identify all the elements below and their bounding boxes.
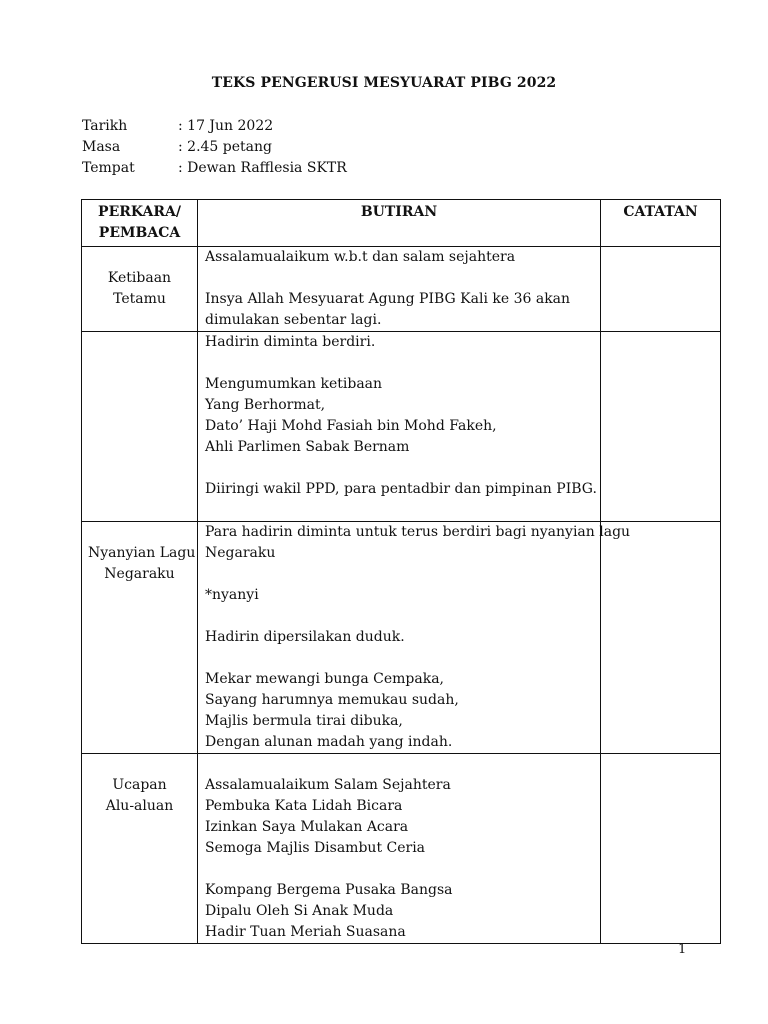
header-butiran xyxy=(198,200,601,247)
header-perkara-line-2: PEMBACA xyxy=(98,225,181,241)
butiran-line: Hadir Tuan Meriah Suasana xyxy=(205,924,406,940)
meta-label: Tarikh xyxy=(82,118,128,134)
cell-catatan xyxy=(601,332,721,522)
butiran-line: Hadirin diminta berdiri. xyxy=(205,334,376,350)
agenda-body xyxy=(82,247,721,944)
butiran-line: Dipalu Oleh Si Anak Muda xyxy=(205,903,394,919)
meta-row-time xyxy=(82,137,347,158)
butiran-line: Insya Allah Mesyuarat Agung PIBG Kali ke 36 akan xyxy=(205,291,571,307)
perkara-line: Negaraku xyxy=(104,566,175,582)
meta-row-place xyxy=(82,158,347,179)
header-catatan-label: CATATAN xyxy=(623,204,698,220)
butiran-line: dimulakan sebentar lagi. xyxy=(205,312,382,328)
cell-catatan xyxy=(601,754,721,944)
butiran-line: Mengumumkan ketibaan xyxy=(205,376,383,392)
table-row xyxy=(82,247,721,332)
header-perkara-line-1: PERKARA/ xyxy=(98,204,181,220)
butiran-line: Sayang harumnya memukau sudah, xyxy=(205,692,459,708)
header-perkara xyxy=(82,200,198,247)
perkara-line: Tetamu xyxy=(113,291,166,307)
perkara-line: Ketibaan xyxy=(107,270,172,286)
butiran-line: Dengan alunan madah yang indah. xyxy=(205,734,453,750)
cell-butiran xyxy=(198,522,631,754)
butiran-line: Hadirin dipersilakan duduk. xyxy=(205,629,405,645)
perkara-line: Ucapan xyxy=(112,777,167,793)
perkara-line xyxy=(88,754,191,775)
butiran-line: Kompang Bergema Pusaka Bangsa xyxy=(205,882,453,898)
butiran-line: Majlis bermula tirai dibuka, xyxy=(205,713,403,729)
agenda-table xyxy=(81,199,721,944)
perkara-line: Nyanyian Lagu xyxy=(88,545,196,561)
butiran-line xyxy=(205,754,594,775)
cell-butiran xyxy=(198,247,601,332)
butiran-line: Pembuka Kata Lidah Bicara xyxy=(205,798,403,814)
butiran-line: Yang Berhormat, xyxy=(205,397,326,413)
butiran-line xyxy=(205,458,594,479)
butiran-line: *nyanyi xyxy=(205,587,259,603)
perkara-line: Alu-aluan xyxy=(105,798,174,814)
document-title: TEKS PENGERUSI MESYUARAT PIBG 2022 xyxy=(211,75,557,91)
cell-butiran xyxy=(198,332,601,522)
meta-value: : 17 Jun 2022 xyxy=(178,118,274,134)
table-row xyxy=(82,522,721,754)
butiran-line xyxy=(205,268,594,289)
butiran-line: Assalamualaikum w.b.t dan salam sejahtera xyxy=(205,249,516,265)
table-row xyxy=(82,332,721,522)
cell-butiran xyxy=(198,754,601,944)
cell-perkara xyxy=(82,522,198,754)
cell-perkara xyxy=(82,754,198,944)
perkara-line xyxy=(88,247,191,268)
butiran-line: Izinkan Saya Mulakan Acara xyxy=(205,819,409,835)
butiran-line xyxy=(205,648,594,669)
butiran-line: Para hadirin diminta untuk terus berdiri bagi nyanyian lagu xyxy=(205,524,631,540)
cell-perkara xyxy=(82,332,198,522)
cell-catatan xyxy=(601,247,721,332)
butiran-line xyxy=(205,564,594,585)
meta-value: : Dewan Rafflesia SKTR xyxy=(178,160,347,176)
butiran-line xyxy=(205,353,594,374)
butiran-line: Semoga Majlis Disambut Ceria xyxy=(205,840,426,856)
butiran-line xyxy=(205,859,594,880)
butiran-line: Diiringi wakil PPD, para pentadbir dan pimpinan PIBG. xyxy=(205,481,597,497)
meta-label: Masa xyxy=(82,139,121,155)
table-header-row xyxy=(82,200,721,247)
butiran-line: Negaraku xyxy=(205,545,276,561)
page-number: 1 xyxy=(678,942,687,957)
header-butiran-label: BUTIRAN xyxy=(360,204,438,220)
cell-catatan xyxy=(601,522,721,754)
header-catatan xyxy=(601,200,721,247)
meta-row-date xyxy=(82,116,347,137)
butiran-line: Assalamualaikum Salam Sejahtera xyxy=(205,777,451,793)
cell-perkara xyxy=(82,247,198,332)
butiran-line: Ahli Parlimen Sabak Bernam xyxy=(205,439,410,455)
butiran-line: Dato’ Haji Mohd Fasiah bin Mohd Fakeh, xyxy=(205,418,497,434)
meta-value: : 2.45 petang xyxy=(178,139,272,155)
table-row xyxy=(82,754,721,944)
butiran-line: Mekar mewangi bunga Cempaka, xyxy=(205,671,445,687)
butiran-line xyxy=(205,500,594,521)
meta-label: Tempat xyxy=(82,160,135,176)
butiran-line xyxy=(205,606,594,627)
meeting-details xyxy=(82,116,347,179)
perkara-line xyxy=(88,522,191,543)
